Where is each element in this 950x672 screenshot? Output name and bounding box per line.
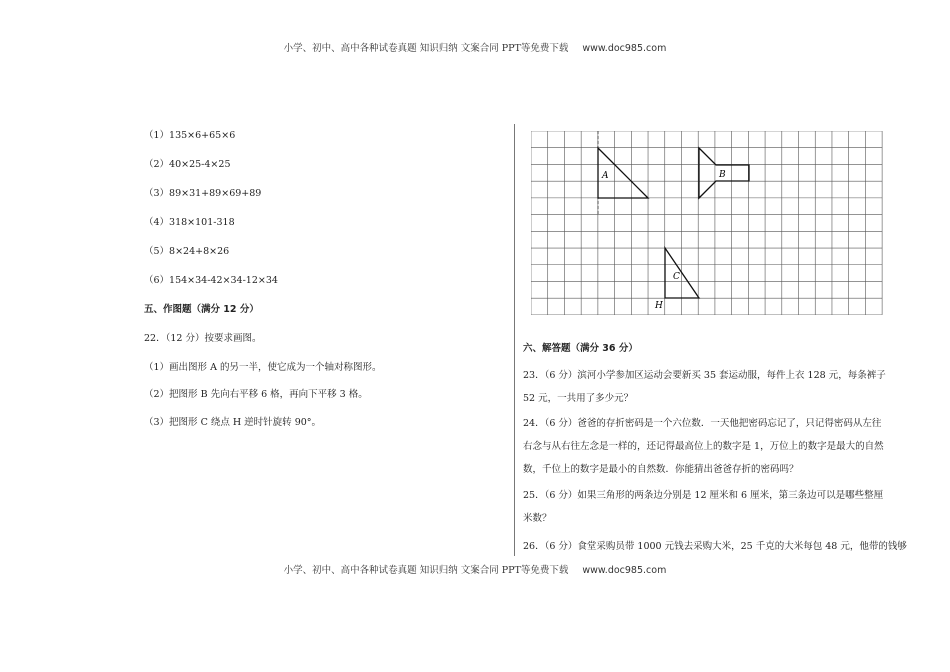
calc-item: （5）8×24+8×26 [144,246,230,257]
column-divider [514,124,515,556]
q22-item: （2）把图形 B 先向右平移 6 格，再向下平移 3 格。 [144,389,368,400]
calc-item: （6）154×34-42×34-12×34 [144,275,278,286]
calc-item: （4）318×101-318 [144,217,235,228]
label-b: B [719,170,726,180]
shape-c [665,248,699,298]
q22-item: （1）画出图形 A 的另一半，使它成为一个轴对称图形。 [144,362,382,373]
question-24: 24．（6 分）爸爸的存折密码是一个六位数．一天他把密码忘记了，只记得密码从左往右念与从右往左念是一样的，还记得最高位上的数字是 1，万位上的数字是最大的自然数，千位上的数字是最小的自然数．你能猜出爸爸存折的密码吗？ [523,418,884,475]
section6-title: 六、解答题（满分 36 分） [523,343,638,354]
q22-item: （3）把图形 C 绕点 H 逆时针旋转 90°。 [144,417,322,428]
drawing-grid [531,131,883,315]
calc-item: （2）40×25-4×25 [144,159,231,170]
label-c: C [673,272,680,282]
header-site[interactable]: www.doc985.com [582,43,667,54]
footer-site[interactable]: www.doc985.com [582,565,667,576]
question-25: 25．（6 分）如果三角形的两条边分别是 12 厘米和 6 厘米，第三条边可以是哪些整厘米数？ [523,490,884,524]
label-h: H [655,301,663,311]
calc-item: （3）89×31+89×69+89 [144,188,262,199]
question-23: 23．（6 分）滨河小学参加区运动会要新买 35 套运动服，每件上衣 128 元，每条裤子 52 元，一共用了多少元？ [523,370,886,404]
calc-item: （1）135×6+65×6 [144,130,236,141]
section5-title: 五、作图题（满分 12 分） [144,304,259,315]
page-header [0,40,950,54]
footer-text: 小学、初中、高中各种试卷真题 知识归纳 文案合同 PPT等免费下载 [283,565,569,576]
label-a: A [602,171,609,181]
header-text: 小学、初中、高中各种试卷真题 知识归纳 文案合同 PPT等免费下载 [283,43,569,54]
question-26: 26．（6 分）食堂采购员带 1000 元钱去采购大米，25 千克的大米每包 48 元，他带的钱够 [523,541,907,552]
question-22: 22．（12 分）按要求画图。 [144,333,262,344]
page-footer [0,562,950,576]
